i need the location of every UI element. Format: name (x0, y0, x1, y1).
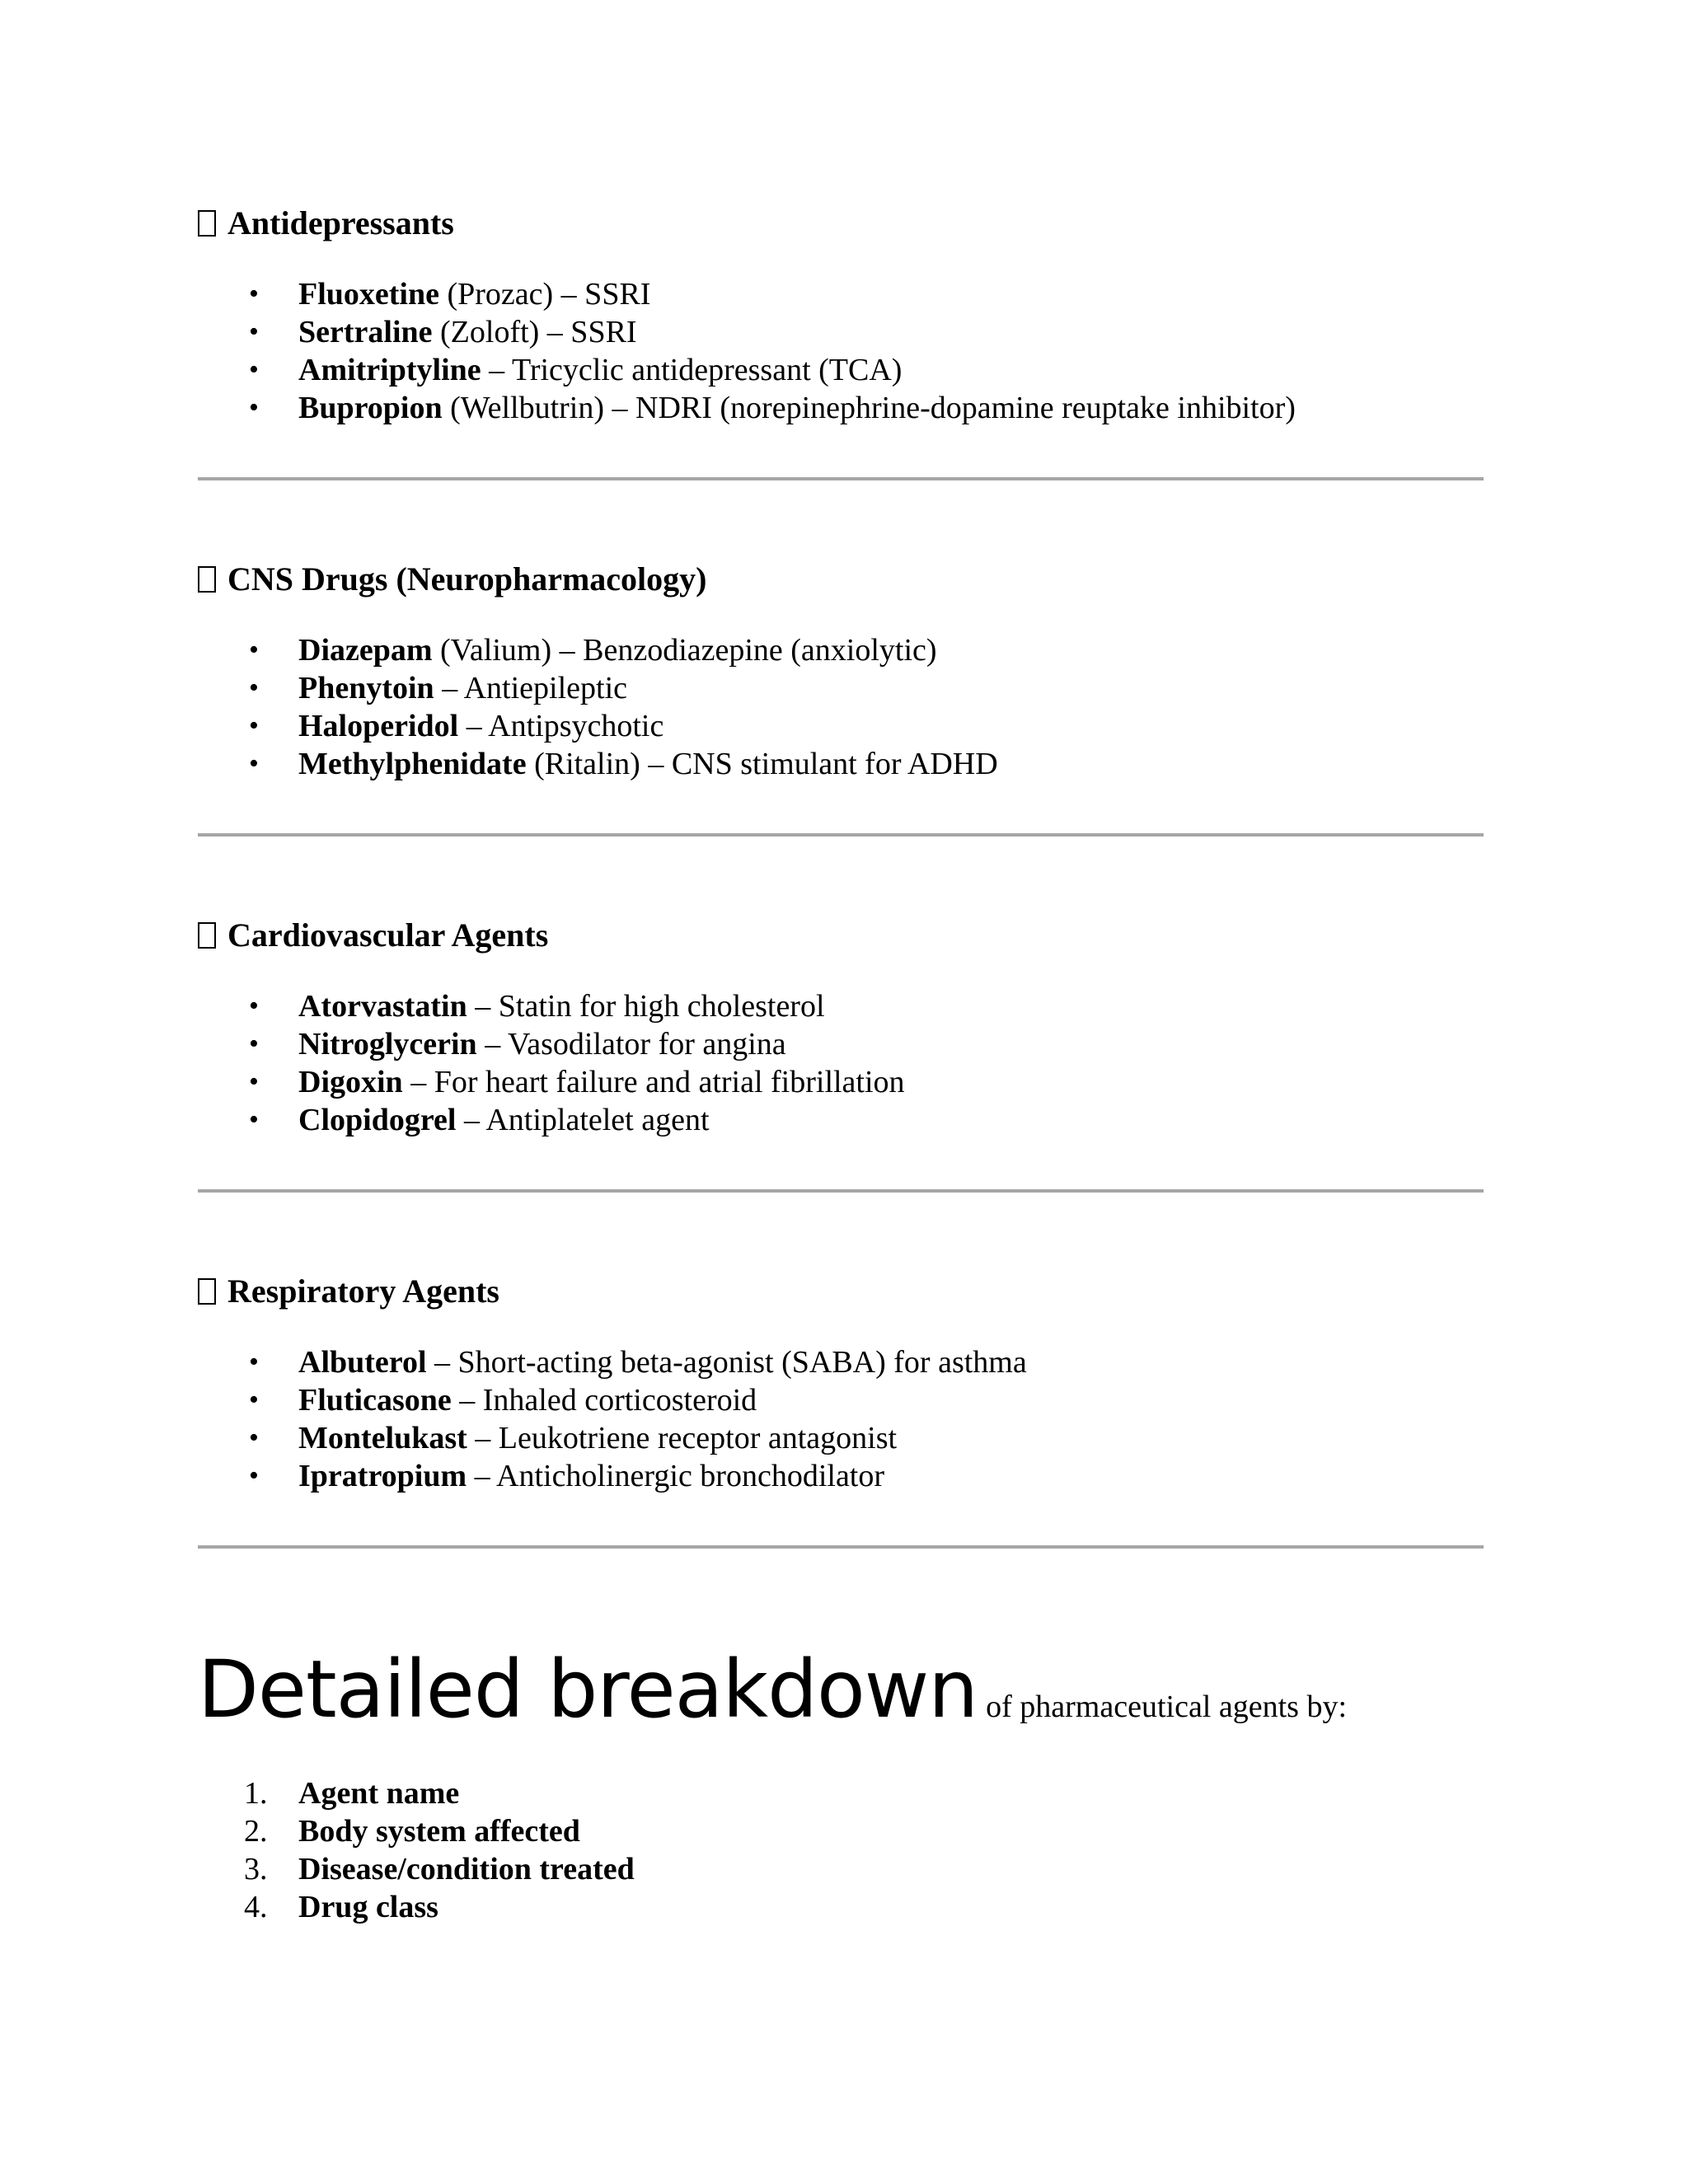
list-item (198, 1025, 1484, 1063)
breakdown-heading (198, 1640, 1517, 1739)
list-item (198, 631, 1484, 669)
drug-description: – Inhaled corticosteroid (451, 1383, 757, 1418)
drug-name: Methylphenidate (298, 747, 527, 781)
drug-description: (Valium) – Benzodiazepine (anxiolytic) (432, 633, 937, 668)
section-heading (198, 915, 548, 956)
list-number: 3. (244, 1852, 268, 1886)
missing-glyph-icon (198, 566, 216, 593)
list-item-text: Body system affected (298, 1814, 580, 1849)
missing-glyph-icon (198, 210, 216, 237)
drug-description: – Tricyclic antidepressant (TCA) (481, 353, 903, 387)
bullet-icon: • (249, 1029, 259, 1059)
drug-list (198, 275, 1484, 427)
bullet-icon: • (249, 1104, 259, 1135)
list-item-text: Drug class (298, 1890, 438, 1924)
list-item (198, 1888, 1484, 1926)
section-heading-text: Respiratory Agents (227, 1272, 499, 1310)
section-heading-text: CNS Drugs (Neuropharmacology) (227, 560, 707, 598)
drug-name: Diazepam (298, 633, 433, 668)
drug-description: (Prozac) – SSRI (438, 277, 651, 312)
drug-name: Phenytoin (298, 671, 434, 705)
drug-name: Digoxin (298, 1065, 403, 1099)
bullet-icon: • (249, 673, 259, 703)
section-heading (198, 203, 454, 244)
bullet-icon: • (249, 748, 259, 779)
list-item (198, 1457, 1484, 1495)
drug-name: Amitriptyline (298, 353, 481, 387)
missing-glyph-icon (198, 1278, 216, 1305)
bullet-icon: • (249, 1066, 259, 1097)
drug-name: Fluoxetine (298, 277, 439, 312)
list-item (198, 1343, 1484, 1381)
drug-description: – Antiplatelet agent (456, 1103, 710, 1137)
drug-description: (Zoloft) – SSRI (432, 315, 637, 349)
drug-description: – Antiepileptic (434, 671, 627, 705)
list-item (198, 745, 1484, 783)
missing-glyph-icon (198, 922, 216, 949)
drug-list (198, 987, 1484, 1139)
bullet-icon: • (249, 392, 259, 423)
list-item (198, 1381, 1484, 1419)
section-heading-text: Antidepressants (227, 204, 454, 241)
drug-name: Fluticasone (298, 1383, 452, 1418)
drug-list (198, 631, 1484, 783)
list-item (198, 389, 1484, 427)
bullet-icon: • (249, 316, 259, 347)
list-item-text: Agent name (298, 1776, 460, 1811)
list-item (198, 987, 1484, 1025)
list-item (198, 1063, 1484, 1101)
list-item (198, 707, 1484, 745)
drug-description: – For heart failure and atrial fibrillation (402, 1065, 905, 1099)
breakdown-title: Detailed breakdown (198, 1643, 978, 1736)
bullet-icon: • (249, 1422, 259, 1453)
breakdown-list (198, 1774, 1484, 1926)
bullet-icon: • (249, 710, 259, 741)
list-item (198, 1101, 1484, 1139)
drug-name: Montelukast (298, 1421, 467, 1455)
drug-name: Atorvastatin (298, 989, 467, 1024)
drug-description: – Antipsychotic (458, 709, 664, 743)
drug-name: Bupropion (298, 391, 443, 425)
drug-description: – Leukotriene receptor antagonist (467, 1421, 898, 1455)
drug-description: – Vasodilator for angina (476, 1027, 786, 1062)
horizontal-divider (198, 833, 1484, 837)
drug-name: Sertraline (298, 315, 433, 349)
list-item-text: Disease/condition treated (298, 1852, 635, 1886)
drug-name: Albuterol (298, 1345, 427, 1380)
list-item (198, 669, 1484, 707)
drug-description: (Ritalin) – CNS stimulant for ADHD (526, 747, 998, 781)
list-item (198, 1419, 1484, 1457)
list-item (198, 351, 1484, 389)
drug-name: Clopidogrel (298, 1103, 457, 1137)
list-number: 4. (244, 1890, 268, 1924)
section-heading-text: Cardiovascular Agents (227, 916, 549, 954)
bullet-icon: • (249, 279, 259, 309)
bullet-icon: • (249, 991, 259, 1021)
drug-description: (Wellbutrin) – NDRI (norepinephrine-dopamine reuptake inhibitor) (442, 391, 1296, 425)
list-item (198, 1850, 1484, 1888)
bullet-icon: • (249, 1347, 259, 1377)
list-item (198, 1774, 1484, 1812)
drug-name: Nitroglycerin (298, 1027, 477, 1062)
drug-list (198, 1343, 1484, 1495)
bullet-icon: • (249, 635, 259, 665)
drug-description: – Anticholinergic bronchodilator (467, 1459, 885, 1493)
drug-description: – Statin for high cholesterol (467, 989, 825, 1024)
list-item (198, 313, 1484, 351)
bullet-icon: • (249, 1385, 259, 1415)
list-item (198, 275, 1484, 313)
horizontal-divider (198, 1545, 1484, 1549)
drug-name: Haloperidol (298, 709, 459, 743)
bullet-icon: • (249, 1460, 259, 1491)
list-number: 1. (244, 1776, 268, 1811)
horizontal-divider (198, 1189, 1484, 1193)
section-heading (198, 559, 706, 600)
drug-name: Ipratropium (298, 1459, 467, 1493)
horizontal-divider (198, 477, 1484, 480)
bullet-icon: • (249, 354, 259, 385)
breakdown-subtitle: of pharmaceutical agents by: (986, 1690, 1347, 1724)
section-heading (198, 1271, 499, 1312)
drug-description: – Short-acting beta-agonist (SABA) for asthma (426, 1345, 1027, 1380)
list-number: 2. (244, 1814, 268, 1849)
list-item (198, 1812, 1484, 1850)
